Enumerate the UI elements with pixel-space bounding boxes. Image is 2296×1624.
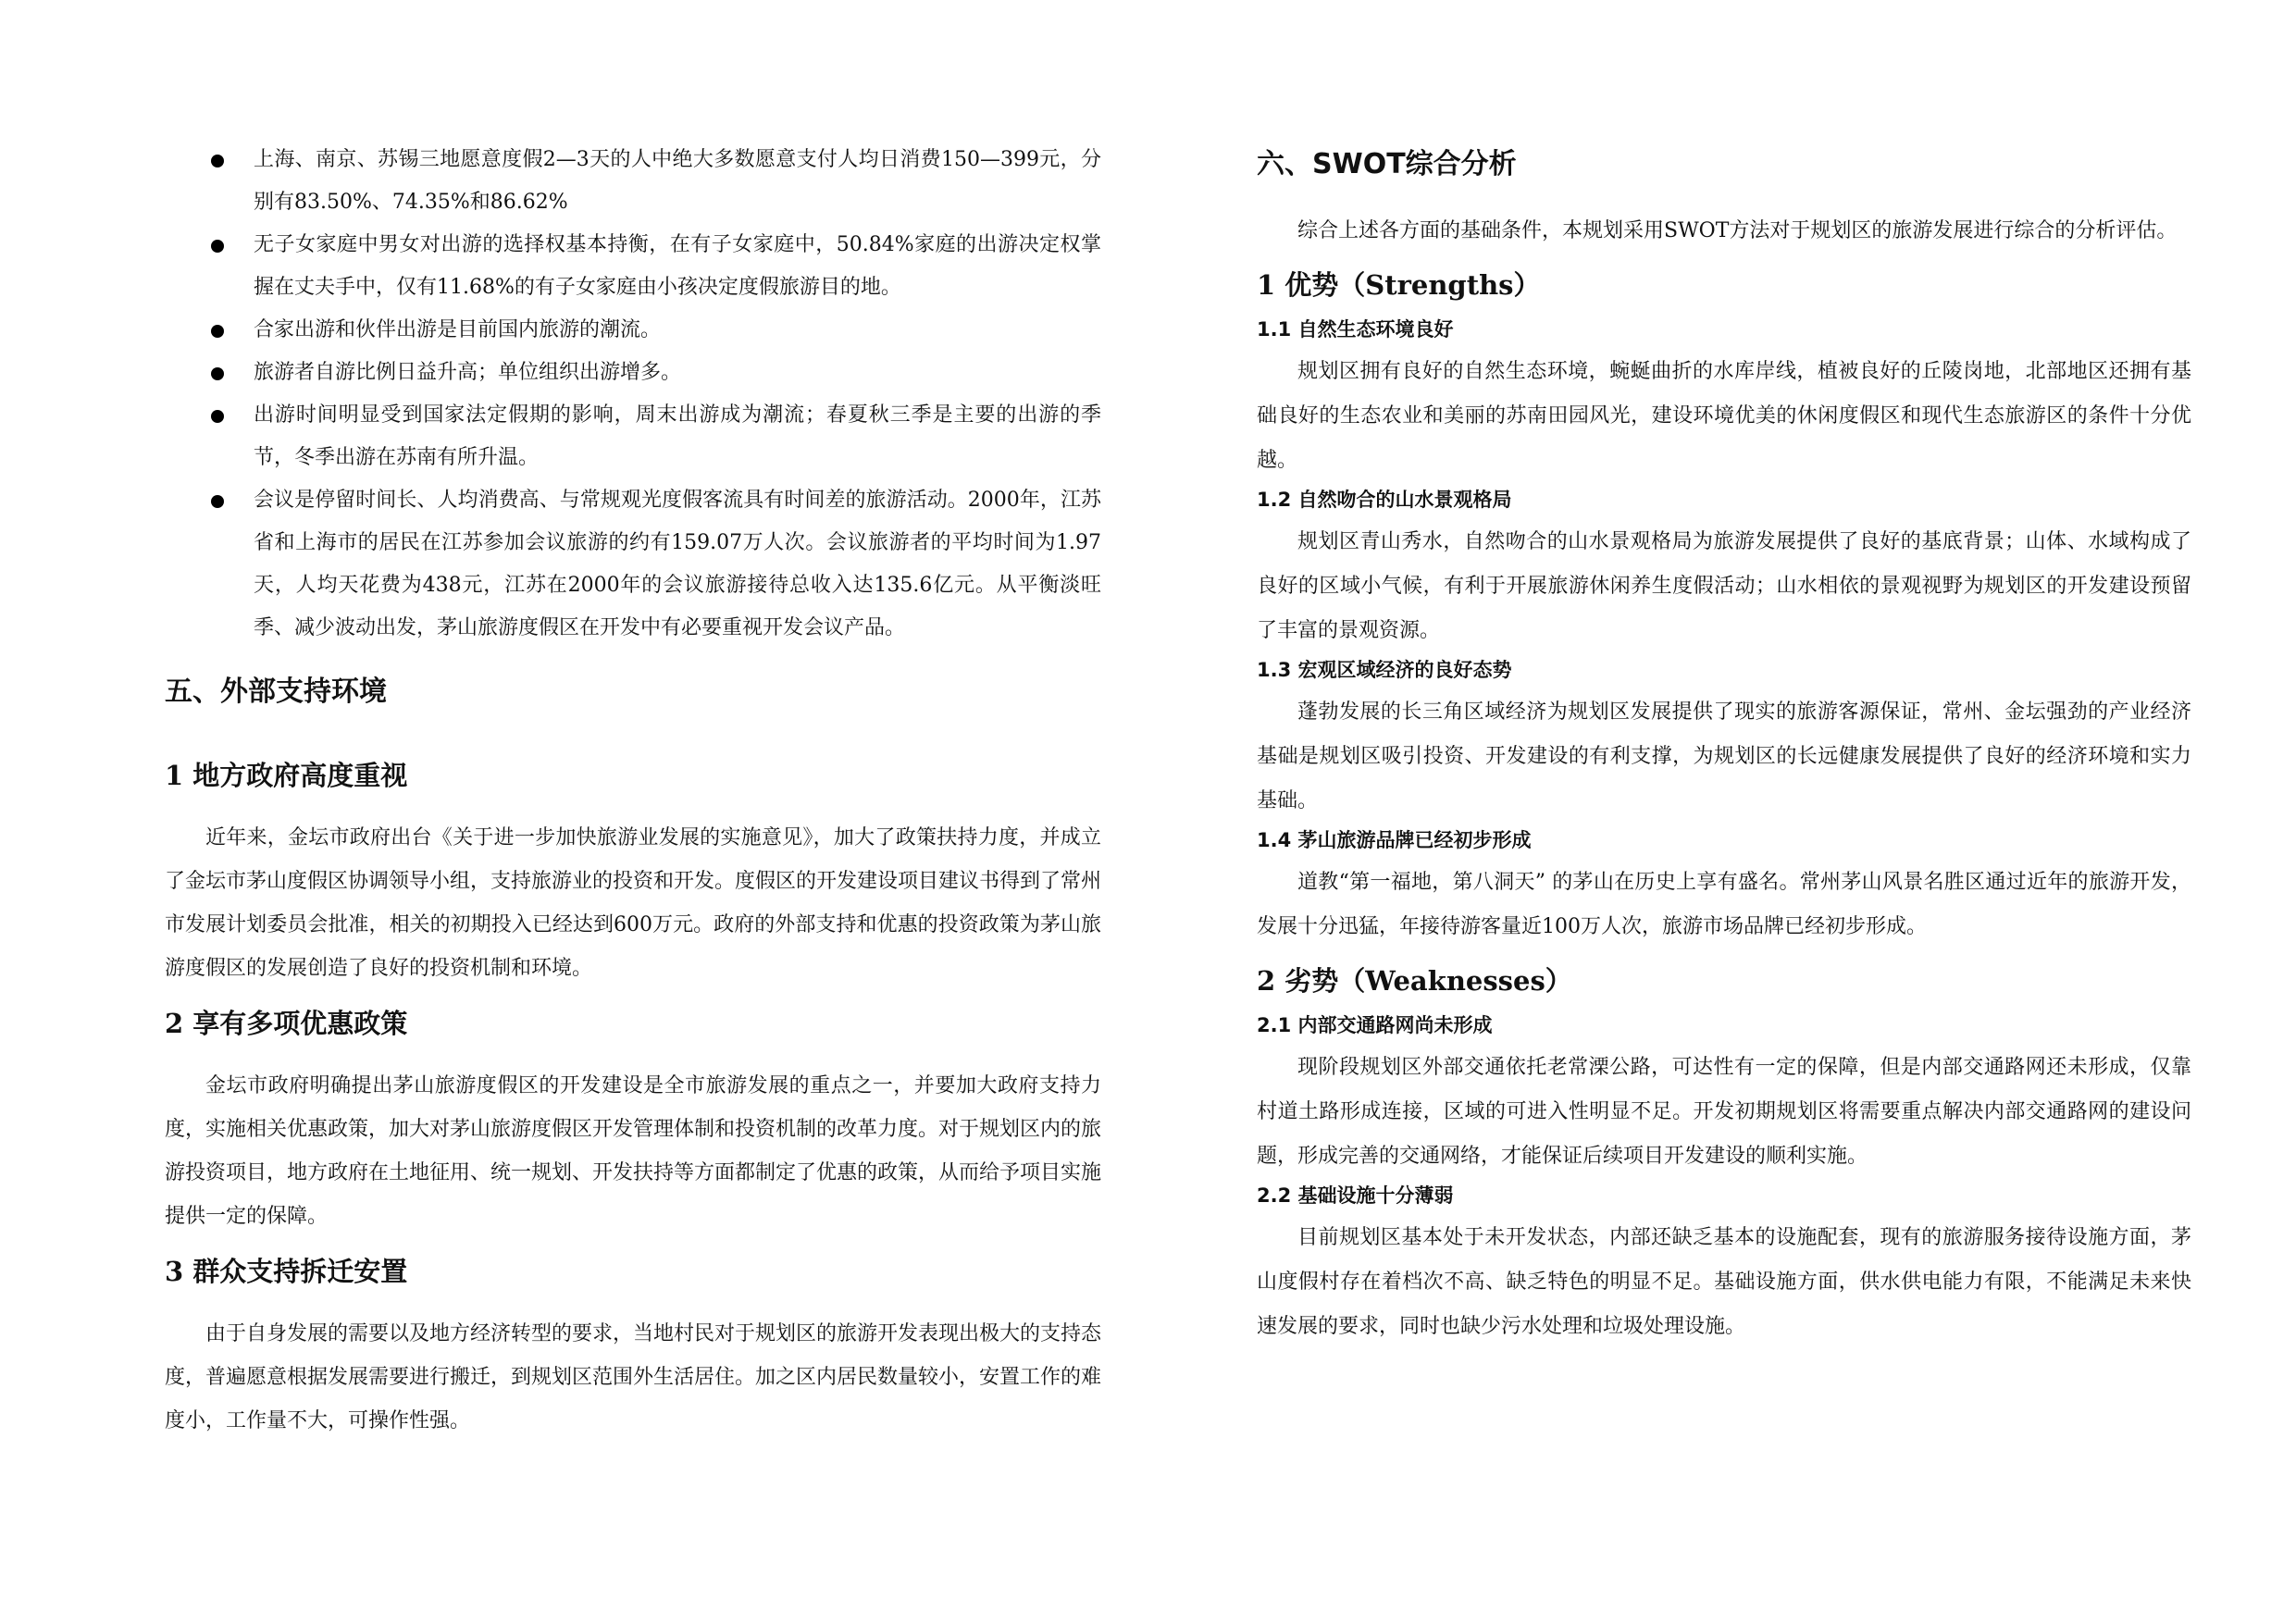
section-five-heading: 五、外部支持环境 bbox=[165, 676, 387, 708]
bullet-item bbox=[165, 309, 1101, 352]
infrastructure-subheading: 2.2 基础设施十分薄弱 bbox=[1257, 1184, 1454, 1207]
right-column bbox=[1257, 139, 2191, 1349]
bullet-text: 会议是停留时间长、人均消费高、与常规观光度假客流具有时间差的旅游活动。2000年，江苏省和上海市的居民在江苏参加会议旅游的约有159.07万人次。会议旅游者的平均时间为1.97天，人均天花费为438元，江苏在2000年的会议旅游接待总收入达135.6亿元。从平衡淡旺季、减少波动出发，茅山旅游度假区在开发中有必要重视开发会议产品。 bbox=[254, 489, 1101, 639]
resettlement-heading: 3 群众支持拆迁安置 bbox=[165, 1256, 408, 1287]
bullet-dot-icon bbox=[211, 155, 224, 167]
bullet-item bbox=[165, 352, 1101, 394]
transport-paragraph: 现阶段规划区外部交通依托老常溧公路，可达性有一定的保障，但是内部交通路网还未形成，仅靠村道土路形成连接，区域的可进入性明显不足。开发初期规划区将需要重点解决内部交通路网的建设问题，形成完善的交通网络，才能保证后续项目开发建设的顺利实施。 bbox=[1257, 1056, 2191, 1168]
ecology-subheading: 1.1 自然生态环境良好 bbox=[1257, 318, 1454, 341]
brand-paragraph: 道教“第一福地，第八洞天” 的茅山在历史上享有盛名。常州茅山风景名胜区通过近年的旅游开发，发展十分迅猛，年接待游客量近100万人次，旅游市场品牌已经初步形成。 bbox=[1257, 871, 2191, 938]
bullet-item bbox=[165, 224, 1101, 309]
landscape-subheading: 1.2 自然吻合的山水景观格局 bbox=[1257, 489, 1512, 511]
regional-economy-paragraph: 蓬勃发展的长三角区域经济为规划区发展提供了现实的旅游客源保证，常州、金坛强劲的产业经济基础是规划区吸引投资、开发建设的有利支撑，为规划区的长远健康发展提供了良好的经济环境和实力基础。 bbox=[1257, 700, 2191, 812]
bullet-text: 无子女家庭中男女对出游的选择权基本持衡，在有子女家庭中，50.84%家庭的出游决定权掌握在丈夫手中，仅有11.68%的有子女家庭由小孩决定度假旅游目的地。 bbox=[254, 233, 1101, 299]
resettlement-paragraph: 由于自身发展的需要以及地方经济转型的要求，当地村民对于规划区的旅游开发表现出极大的支持态度，普遍愿意根据发展需要进行搬迁，到规划区范围外生活居住。加之区内居民数量较小，安置工作的难度小，工作量不大，可操作性强。 bbox=[165, 1322, 1102, 1432]
swot-intro-paragraph: 综合上述各方面的基础条件，本规划采用SWOT方法对于规划区的旅游发展进行综合的分析评估。 bbox=[1297, 219, 2178, 242]
bullet-dot-icon bbox=[211, 325, 224, 338]
bullet-dot-icon bbox=[211, 240, 224, 253]
tourism-findings-list bbox=[165, 139, 1101, 650]
strengths-heading: 1 优势（Strengths） bbox=[1257, 269, 1541, 301]
preferential-policy-paragraph: 金坛市政府明确提出茅山旅游度假区的开发建设是全市旅游发展的重点之一，并要加大政府支持力度，实施相关优惠政策，加大对茅山旅游度假区开发管理体制和投资机制的改革力度。对于规划区内的旅游投资项目，地方政府在土地征用、统一规划、开发扶持等方面都制定了优惠的政策，从而给予项目实施提供一定的保障。 bbox=[165, 1074, 1102, 1228]
local-government-heading: 1 地方政府高度重视 bbox=[165, 760, 408, 791]
bullet-text: 旅游者自游比例日益升高；单位组织出游增多。 bbox=[254, 361, 682, 384]
bullet-dot-icon bbox=[211, 495, 224, 508]
bullet-text: 出游时间明显受到国家法定假期的影响，周末出游成为潮流；春夏秋三季是主要的出游的季节，冬季出游在苏南有所升温。 bbox=[254, 403, 1101, 469]
weaknesses-heading: 2 劣势（Weaknesses） bbox=[1257, 965, 1572, 997]
brand-subheading: 1.4 茅山旅游品牌已经初步形成 bbox=[1257, 829, 1532, 851]
bullet-dot-icon bbox=[211, 367, 224, 380]
bullet-dot-icon bbox=[211, 410, 224, 423]
regional-economy-subheading: 1.3 宏观区域经济的良好态势 bbox=[1257, 659, 1512, 681]
infrastructure-paragraph: 目前规划区基本处于未开发状态，内部还缺乏基本的设施配套，现有的旅游服务接待设施方面，茅山度假村存在着档次不高、缺乏特色的明显不足。基础设施方面，供水供电能力有限，不能满足未来快速发展的要求，同时也缺少污水处理和垃圾处理设施。 bbox=[1257, 1226, 2191, 1338]
bullet-item bbox=[165, 394, 1101, 479]
transport-subheading: 2.1 内部交通路网尚未形成 bbox=[1257, 1014, 1493, 1036]
local-government-paragraph: 近年来，金坛市政府出台《关于进一步加快旅游业发展的实施意见》，加大了政策扶持力度，并成立了金坛市茅山度假区协调领导小组，支持旅游业的投资和开发。度假区的开发建设项目建议书得到了常州市发展计划委员会批准，相关的初期投入已经达到600万元。政府的外部支持和优惠的投资政策为茅山旅游度假区的发展创造了良好的投资机制和环境。 bbox=[165, 826, 1102, 980]
left-column bbox=[165, 139, 1101, 1443]
bullet-item bbox=[165, 139, 1101, 224]
section-six-heading: 六、SWOT综合分析 bbox=[1257, 148, 1517, 180]
preferential-policy-heading: 2 享有多项优惠政策 bbox=[165, 1008, 408, 1039]
landscape-paragraph: 规划区青山秀水，自然吻合的山水景观格局为旅游发展提供了良好的基底背景；山体、水域构成了良好的区域小气候，有利于开展旅游休闲养生度假活动；山水相依的景观视野为规划区的开发建设预留了丰富的景观资源。 bbox=[1257, 530, 2191, 642]
bullet-text: 上海、南京、苏锡三地愿意度假2—3天的人中绝大多数愿意支付人均日消费150—399元，分别有83.50%、74.35%和86.62% bbox=[254, 148, 1101, 214]
bullet-item bbox=[165, 479, 1101, 650]
ecology-paragraph: 规划区拥有良好的自然生态环境，蜿蜒曲折的水库岸线，植被良好的丘陵岗地，北部地区还拥有基础良好的生态农业和美丽的苏南田园风光，建设环境优美的休闲度假区和现代生态旅游区的条件十分优越。 bbox=[1257, 360, 2191, 472]
bullet-text: 合家出游和伙伴出游是目前国内旅游的潮流。 bbox=[254, 318, 662, 341]
